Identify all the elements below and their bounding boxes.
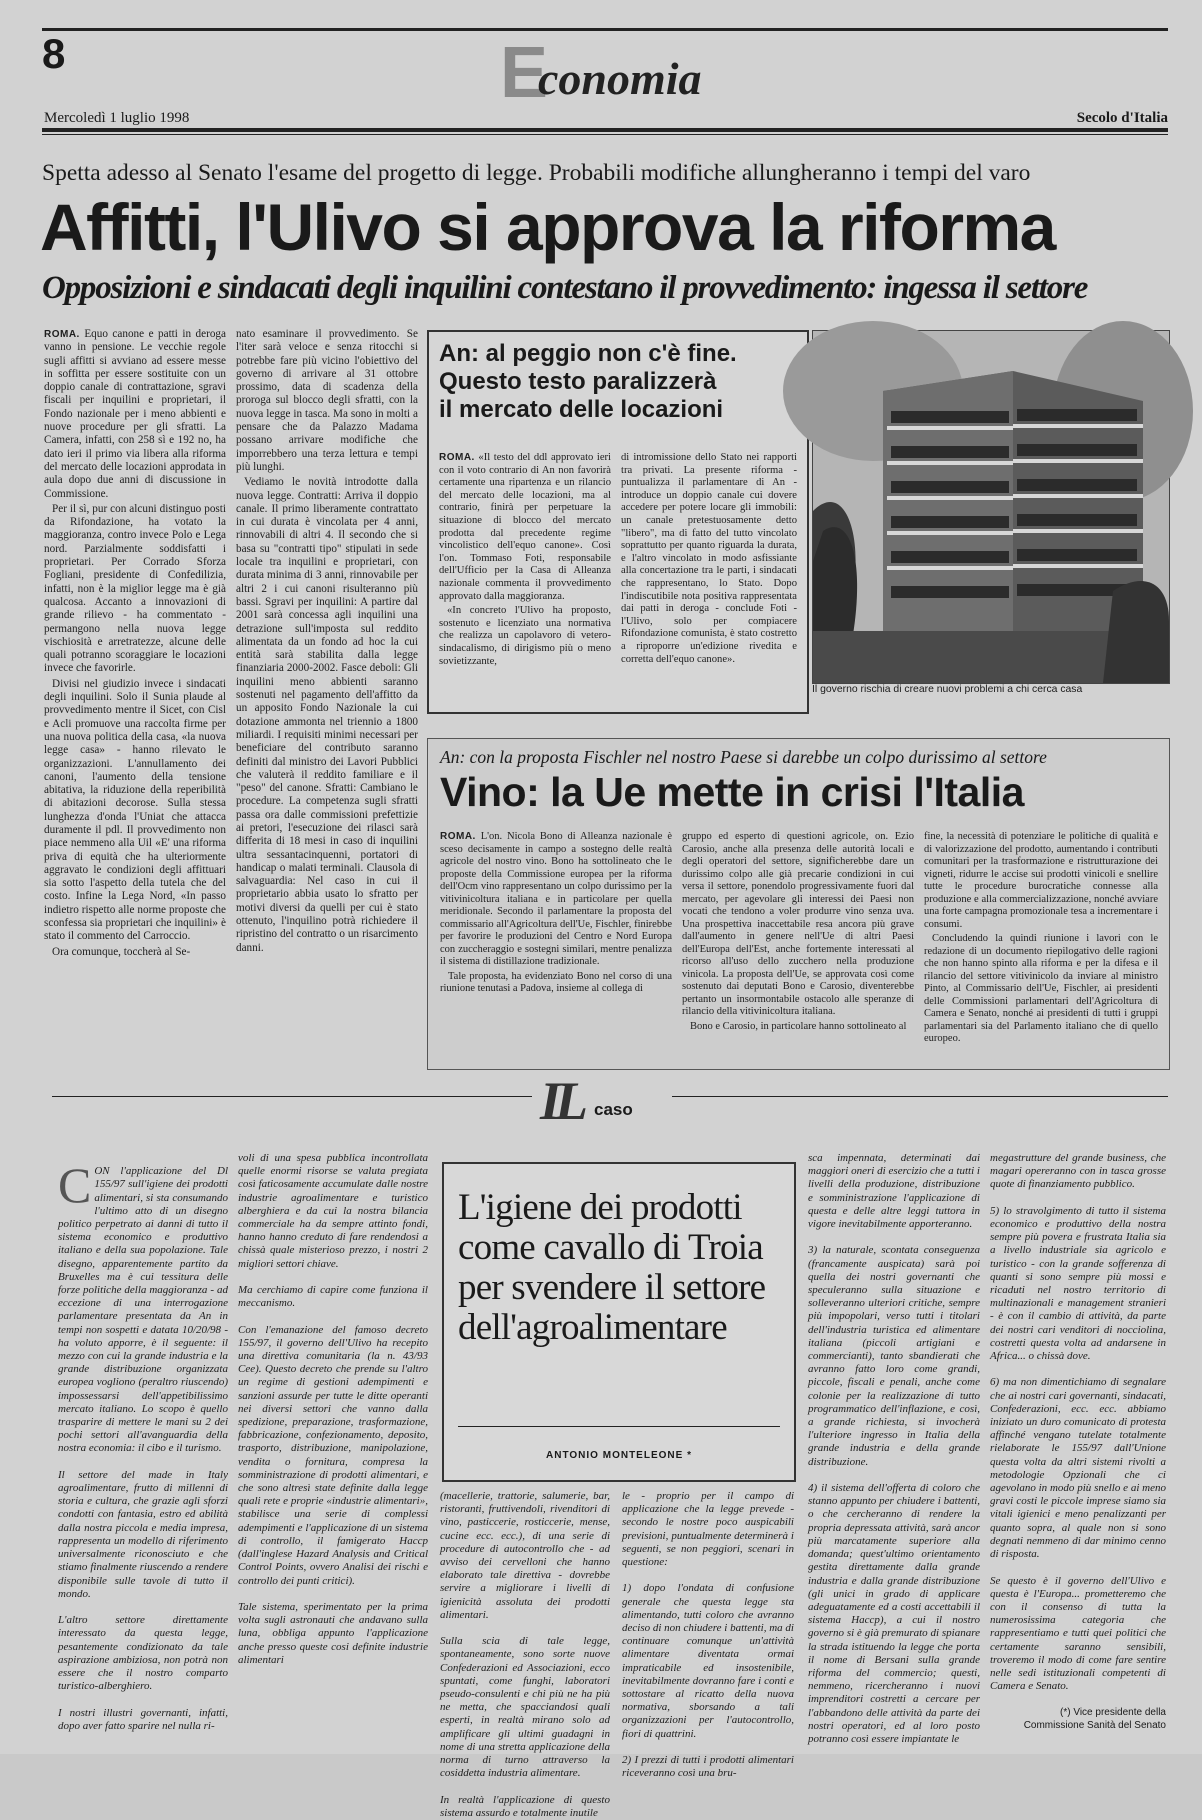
main-article-col2: nato esaminare il provvedimento. Se l'iter sarà veloce e senza ritocchi si potrebbe fare più vicino l'obiettivo del governo di arrivare al 31 ottobre prossimo, data di scadenza della proroga sul blocco degli sfratti, con la nuova legge in tasca. Ma sono in molti a pensare che da Palazzo Madama possano arrivare modifiche che imporrebbero una terza lettura e tempi più lunghi. Vediamo le novità introdotte dalla nuova legge. Contratti: Arriva il doppio canale. Il primo liberamente contrattato in cui durata è vincolata per 4 anni, rinnovabili di altri 4. Il secondo che si basa su "contratti tipo" stipulati in sede locale tra inquilini e proprietari, con durata minima di 3 anni, rinnovabile per altri 2 i cui canoni risulteranno più bassi. Sgravi per inquilini: A partire dal 2001 sarà concessa agli inquilini una detrazione sull'imposta sul reddito alimentata da un fondo ad hoc la cui entità sarà stabilita dalla legge finanziaria 2000-2002. Fasce deboli: Gli inquilini meno abbienti saranno sostenuti nel pagamento dell'affitto da un apposito Fondo Nazionale la cui dotazione ammonta nel triennio a 1800 miliardi. I requisiti minimi necessari per beneficiare del contributo saranno definiti dal ministro dei Lavori Pubblici che valuterà il reddito familiare e il "peso" del canone. Sfratti: Cambiano le procedure. La competenza sugli sfratti passa ora dalle commissioni prefettizie ai pretori, l'esecuzione dei rilasci sarà differita di 18 mesi in caso di inquilini ultra sessantacinquenni, portatori di handicap o malati terminali. Clausola di salvaguardia: Nel caso in cui il proprietario abbia usato lo sfratto per motivi diversi da quelli per cui è stato ottenuto, l'inquilino potrà richiedere il ripristino del contratto o un risarcimento danni.	[236, 328, 418, 954]
il-caso-rule-left	[52, 1096, 532, 1097]
main-headline: Affitti, l'Ulivo si approva la riforma	[40, 190, 1055, 264]
il-caso-logo	[540, 1070, 670, 1132]
top-rule	[42, 28, 1168, 31]
header-rule-thin	[42, 134, 1168, 135]
il-caso-logo-il: IL	[540, 1071, 582, 1131]
an-box-col2: di intromissione dello Stato nei rapporti tra privati. La presente riforma - puntualizza il parlamentare di An - introduce un doppio canale cui dovere accedere per potere locare gli immobili: un canale pretestuosamente detto "libero", ma di fatto del tutto vincolato soprattutto per quanto riguarda la durata, e l'altro vincolato in modo asfissiante alla concertazione tra le parti, i sindacati che rappresentano, lo Stato. Dopo l'indiscutibile nota positiva rappresentata dai patti in deroga - conclude Foti - l'Ulivo, solo per compiacere Rifondazione comunista, è stato costretto a riproporre un'edizione rivedita e corretta dell'equo canone».	[621, 452, 797, 665]
il-caso-col3: (macellerie, trattorie, salumerie, bar, ristoranti, fruttivendoli, rivenditori di vino, pasticcerie, rosticcerie, mense, cucine ecc. ecc.), di una serie di procedure di autocontrollo che - ad avviso dei cervelloni che hanno elaborato tale direttiva - dovrebbe servire a migliorare i livelli di igienicità assoluta dei prodotti alimentari. Sulla scia di tale legge, spontaneamente, sono sorte nuove Confederazioni ed Associazioni, ecco spuntati, come funghi, laboratori pseudo-consulenti e chi più ne ha più ne metta, che spacciandosi quali esperti, in realtà mirano solo ad amplificare gli ultimi guadagni in nome di una stretta applicazione della norma di turno attraverso la cosiddetta industria alimentare. In realtà l'applicazione di questo sistema assurdo e totalmente inutile	[440, 1490, 610, 1819]
il-caso-col4: le - proprio per il campo di applicazione che la legge prevede - secondo le nostre poco auspicabili previsioni, puntualmente determinerà i seguenti, se non peggiori, scenari in questione: 1) dopo l'ondata di confusione generale che questa legge sta alimentando, tutti coloro che avranno deciso di non chiudere i battenti, ma di continuare comunque un'attività alimentare diventata ormai impraticabile ed insostenibile, inevitabilmente dovranno fare i conti e sottostare al ricatto della nuova normativa, sborsando a tali organizzazioni per l'autocontrollo, fiori di quattrini. 2) I prezzi di tutti i prodotti alimentari riceveranno così una bru-	[622, 1490, 794, 1780]
masthead-name: Secolo d'Italia	[1076, 110, 1168, 126]
main-article-col1: ROMA. Equo canone e patti in deroga vanno in pensione. Le vecchie regole sugli affitti si avviano ad essere messe in soffitta per essere sostituite con un doppio canale di contrattazione, sgravi fiscali per inquilini e proprietari, il Fondo nazionale per i meno abbienti e nuove procedure per gli sfratti. La Camera, infatti, con 258 sì e 192 no, ha dato ieri il primo via libera alla riforma del mercato delle locazioni approdata in aula dopo due anni di discussione in Commissione. Per il sì, pur con alcuni distinguo posti da Rifondazione, ha votato la maggioranza, contro invece Polo e Lega nord. Parzialmente soddisfatti i proprietari. Per Corrado Sforza Fogliani, presidente di Confedilizia, infatti, non è la miglior legge ma è già qualcosa. Accanto a innovazioni di grande rilievo - ha commentato - permangono nella nuova legge vischiosità e arretratezze, alcune delle quali potranno scoraggiare le locazioni invece che favorirle. Divisi nel giudizio invece i sindacati degli inquilini. Solo il Sunia plaude al provvedimento mentre il Sicet, con Cisl e Acli promuove una raccolta firme per una nuova politica della casa, «la nuova legge casa» - hanno rilevato le organizzazioni. L'annullamento dei canoni, l'aumento della tensione abitativa, la riduzione della reperibilità di abitazioni decorose. Sulla stessa lunghezza d'onda l'Uniat che attacca duramente il pdl. Il provvedimento non piace nemmeno alla Uil «E' una riforma priva di equità che ha ulteriormente aggravato le condizioni degli affittuari sia sotto l'aspetto della tutela che del costo. Infine la Lega Nord, «In passo indietro rispetto alle norme proposte che sconfessa sia proprietari che inquilini» è stato il commento del Carroccio. Ora comunque, toccherà al Se-	[44, 328, 226, 958]
an-box	[427, 330, 809, 714]
wine-col2: gruppo ed esperto di questioni agricole, on. Ezio Carosio, anche alla presenza delle autorità locali e degli operatori del settore, significherebbe dare un durissimo colpo alle già precarie condizioni in cui versa il settore, ponendolo progressivamente fuori dal mercato, per agevolare gli interessi dei Paesi non vocati che tendono a voler produrre vino senza uva. Una prospettiva inaccettabile resa ancora più grave dall'aumento in genere nell'Ue di altri Paesi dell'Europa dell'Est, anche fortemente interessati al ricorso all'uso dello zucchero nella produzione vinicola. La proposta dell'Ue, se approvata così come sostenuto dai deputati Bono e Carosio, diventerebbe pertanto un insormontabile ostacolo alle speranze di rilancio della vitivinicoltura italiana. Bono e Carosio, in particolare hanno sottolineato al	[682, 831, 914, 1032]
issue-date: Mercoledì 1 luglio 1998	[44, 110, 190, 126]
section-name: conomia	[538, 53, 702, 104]
il-caso-col6: megastrutture del grande business, che magari opereranno con in tasca grosse quote di finanziamento pubblico. 5) lo stravolgimento di tutto il sistema economico e produttivo della nostra sempre più povera e frustrata Italia sia a livello industriale sia agricolo e turistico - con la grande sofferenza di quanti si sono sempre più mossi e ricaduti nel nostro territorio di multinazionali e management stranieri - è con il cambio di attività, da parte dei nostri cari venditori di nocciolina, costretti questa volta ad andarsene in Africa... o chissà dove. 6) ma non dimentichiamo di segnalare che ai nostri cari governanti, sindacati, Confederazioni, ecc. ecc. abbiamo iniziato un duro comunicato di protesta affinché vengano tutelate totalmente rielaborate le 155/97 dall'Unione questa volta da altri sistemi rivolti a metodologie Opzionali che ci agevolano in modo più snello e ai meno gravi costi le piccole imprese siamo sia vitali igienici e meno penalizzanti per quanto sopra, al quale non si sono degnati nemmeno di dar minimo cenno di risposta. Se questo è il governo dell'Ulivo e questa è l'Europa... prometteremo che con il consenso di tutta la numerosissima categoria che rappresentiamo e tutti quei politici che certamente saranno sensibili, troveremo il modo di come fare sentire nelle sedi istituzionali competenti di Camera e Senato.	[990, 1152, 1166, 1693]
section-initial: E	[500, 33, 549, 113]
il-caso-footnote: (*) Vice presidente della Commissione Sanità del Senato	[1023, 1707, 1166, 1731]
il-caso-title: L'igiene dei prodotti come cavallo di Troia per svendere il settore dell'agroalimentare	[458, 1187, 766, 1348]
photo-caption: Il governo rischia di creare nuovi problemi a chi cerca casa	[812, 684, 1083, 695]
header-rule	[42, 128, 1168, 132]
an-box-headline: An: al peggio non c'è fine. Questo testo paralizzerà il mercato delle locazioni	[439, 340, 737, 423]
page-number: 8	[42, 30, 66, 77]
il-caso-rule-right	[672, 1096, 1168, 1097]
il-caso-col2: voli di una spesa pubblica incontrollata quelle enormi risorse se valuta pregiata così faticosamente accumulate dalle nostre industrie agroalimentare e turistico alberghiera e da cui la nostra bilancia commerciale ha da sempre attinto fondi, hanno hanno creduto di fare rendendosi a chissà quale misterioso prezzo, i nostri 2 migliori settori chiave. Ma cerchiamo di capire come funziona il meccanismo. Con l'emanazione del famoso decreto 155/97, il governo dell'Ulivo ha recepito una direttiva comunitaria (la n. 43/93 Cee). Questo decreto che prende su l'altro un regime di gestioni adempimenti e sanzioni assurde per tutte le ditte operanti nei diversi settori che vanno dalla spedizione, preparazione, trasformazione, fabbricazione, confezionamento, deposito, trasporto, distribuzione, manipolazione, vendita o fornitura, compresa la somministrazione di prodotti alimentari, e che sono altresì state definite dalla legge quali rete e proprie «industrie alimentari», stabilisce una serie di complessi adempimenti e l'applicazione di un sistema di controllo, il famigerato Haccp (dall'inglese Hazard Analysis and Critical Control Points, ovvero Analisi dei rischi e controllo dei punti critici). Tale sistema, sperimentato per la prima volta sugli astronauti che andavano sulla luna, obbliga appunto l'applicazione anche presso queste cosi definite industrie alimentari	[238, 1152, 428, 1666]
wine-col3: fine, la necessità di potenziare le politiche di qualità e di valorizzazione del prodotto, aumentando i contributi comunitari per la trasformazione e ristrutturazione dei vigneti, ridurre le accise sui prodotti vinicoli e snellire tutte le procedure burocratiche connesse alla produzione e alla commercializzazione, nonché avviare una forte campagna promozionale tesa a incrementare i consumi. Concludendo la quindi riunione i lavori con le redazione di un documento riepilogativo delle ragioni che non hanno spinto alla riforma e per la difesa e il rilancio del settore vitivinicolo da inviare al ministro Pinto, al Commissario dell'Ue, Fischler, ai presidenti delle Commissioni parlamentari dell'Agricoltura di Camera e Senato, nonché ai presidenti di tutti i gruppi parlamentari sia del Parlamento italiano che di quello europeo.	[924, 831, 1158, 1044]
main-subhead: Opposizioni e sindacati degli inquilini contestano il provvedimento: ingessa il settore	[42, 270, 1088, 306]
an-box-col1: ROMA. «Il testo del ddl approvato ieri con il voto contrario di An non favorirà certamente una ripartenza e un rilancio del mercato delle locazioni, ma al contrario, finirà per perpetuare la situazione di blocco del mercato prodotta dal precedente regime vincolistico dell'equo canone». Così l'on. Tommaso Foti, responsabile dell'Ufficio per la Casa di Alleanza nazionale commenta il provvedimento approvato dalla maggioranza. «In concreto l'Ulivo ha proposto, sostenuto e licenziato una normativa che realizza un capolavoro di vetero-sindacalismo, di dirigismo più o meno sovietizzante,	[439, 452, 611, 667]
wine-col1: ROMA. L'on. Nicola Bono di Alleanza nazionale è sceso decisamente in campo a sostegno delle realtà agricole del nostro vino. Bono ha sottolineato che le proposte della Commissione europea per la riforma dell'Ocm vino rappresentano un colpo durissimo per la vitivinicoltura italiana e in particolare per quella meridionale. Secondo il parlamentare la proposta del commissario all'Agricoltura dell'Ue, Fischler, finirebbe per favorire le produzioni del Centro e Nord Europa con zuccheraggio e sostegni similari, mentre penalizza il sistema di distillazione tradizionale. Tale proposta, ha evidenziato Bono nel corso di una riunione tenutasi a Padova, insieme al collega di	[440, 831, 672, 994]
wine-kicker: An: con la proposta Fischler nel nostro Paese si darebbe un colpo durissimo al settore	[440, 747, 1047, 767]
building-illustration	[813, 331, 1169, 683]
il-caso-title-box	[442, 1162, 796, 1482]
wine-article	[427, 738, 1170, 1070]
title-box-rule	[458, 1426, 780, 1427]
il-caso-col5: sca impennata, determinati dai maggiori oneri di esercizio che a tutti i livelli della produzione, distribuzione e somministrazione l'applicazione di questa e delle altre leggi tuttora in vigore inevitabilmente apporteranno. 3) la naturale, scontata conseguenza (francamente auspicata) sarà poi quella dei nostri governanti che speculeranno sulla situazione e solleveranno ulteriori critiche, sempre più impopolari, verso tutti i titolari dell'industria turistica ed alimentare italiana (piccoli artigiani e commercianti), tanto sbandierati che avranno fatto loro come grandi, piccole, fiscali e penali, anche come colonie per la realizzazione di tutto programmatico dell'inflazione, e così, a grande richiesta, si invocherà l'ulteriore ingresso in Italia della grande industria e della grande distribuzione. 4) il sistema dell'offerta di coloro che stanno appunto per chiudere i battenti, o che cercheranno di rendere la propria depressata attività, sarà ancor più marcatamente superiore alla domanda; quest'ultimo orientamento gestita direttamente dalla grande industria e dalla grande distribuzione (gli unici in grado di applicare adeguatamente ed a costi accettabili il sistema Haccp), a cui il nostro governo si è già premurato di spianare la strada istituendo la legge che porta il nome di Bersani sulla grande riforma del commercio; questi, nemmeno, ricercheranno i nuovi imprenditori costretti a cercare per l'abbandono delle attività da parte dei nostri operatori, ed al loro posto potranno così essere impiantate le	[808, 1152, 980, 1745]
wine-headline: Vino: la Ue mette in crisi l'Italia	[440, 769, 1024, 815]
il-caso-author: ANTONIO MONTELEONE *	[546, 1450, 692, 1461]
il-caso-col1: CON l'applicazione del Dl 155/97 sull'igiene dei prodotti alimentari, si sta consumando l'ultimo atto di un disegno politico perpetrato ai danni di tutto il sistema economico e produttivo italiano e della sua popolazione. Tale disegno, apparentemente partito da Bruxelles ma è cui tessitura delle forze politiche della maggioranza - ad eccezione di una interrogazione parlamentare presentata da An in tempi non sospetti e datata 10/20/98 - ha voluto apporre, è il seguente: il mezzo con cui la grande industria e la grande distribuzione organizzata europea vogliono (peraltro riuscendo) impossessarsi dell'appetibilissimo mercato italiano. Lo scopo è quello trasparire di mettere le mani su 2 dei pochi settori all'avanguardia della nostra economia: il cibo e il turismo. Il settore del made in Italy agroalimentare, frutto di millenni di storia e cultura, che grazie agli sforzi condotti con fantasia, estro ed abilità dalla nostra piccola e media impresa, rappresenta un modello di riferimento universalmente riconosciuto e che stiamo finalmente riuscendo a rendere disponibile sulle tavole di tutto il mondo. L'altro settore direttamente interessato da questa legge, pesantemente condizionato da tale aspirazione ambiziosa, non potrà non essere che il nostro comparto turistico-alberghiero. I nostri illustri governanti, infatti, dopo aver fatto sparire nel nulla ri-	[58, 1157, 228, 1732]
il-caso-logo-caso: caso	[594, 1100, 633, 1119]
building-photo	[812, 330, 1170, 684]
main-kicker: Spetta adesso al Senato l'esame del progetto di legge. Probabili modifiche allungheranno i tempi del varo	[42, 160, 1031, 186]
il-caso-dropcap: C	[58, 1157, 92, 1214]
section-title	[500, 33, 760, 113]
main-dateline: ROMA.	[44, 329, 80, 340]
